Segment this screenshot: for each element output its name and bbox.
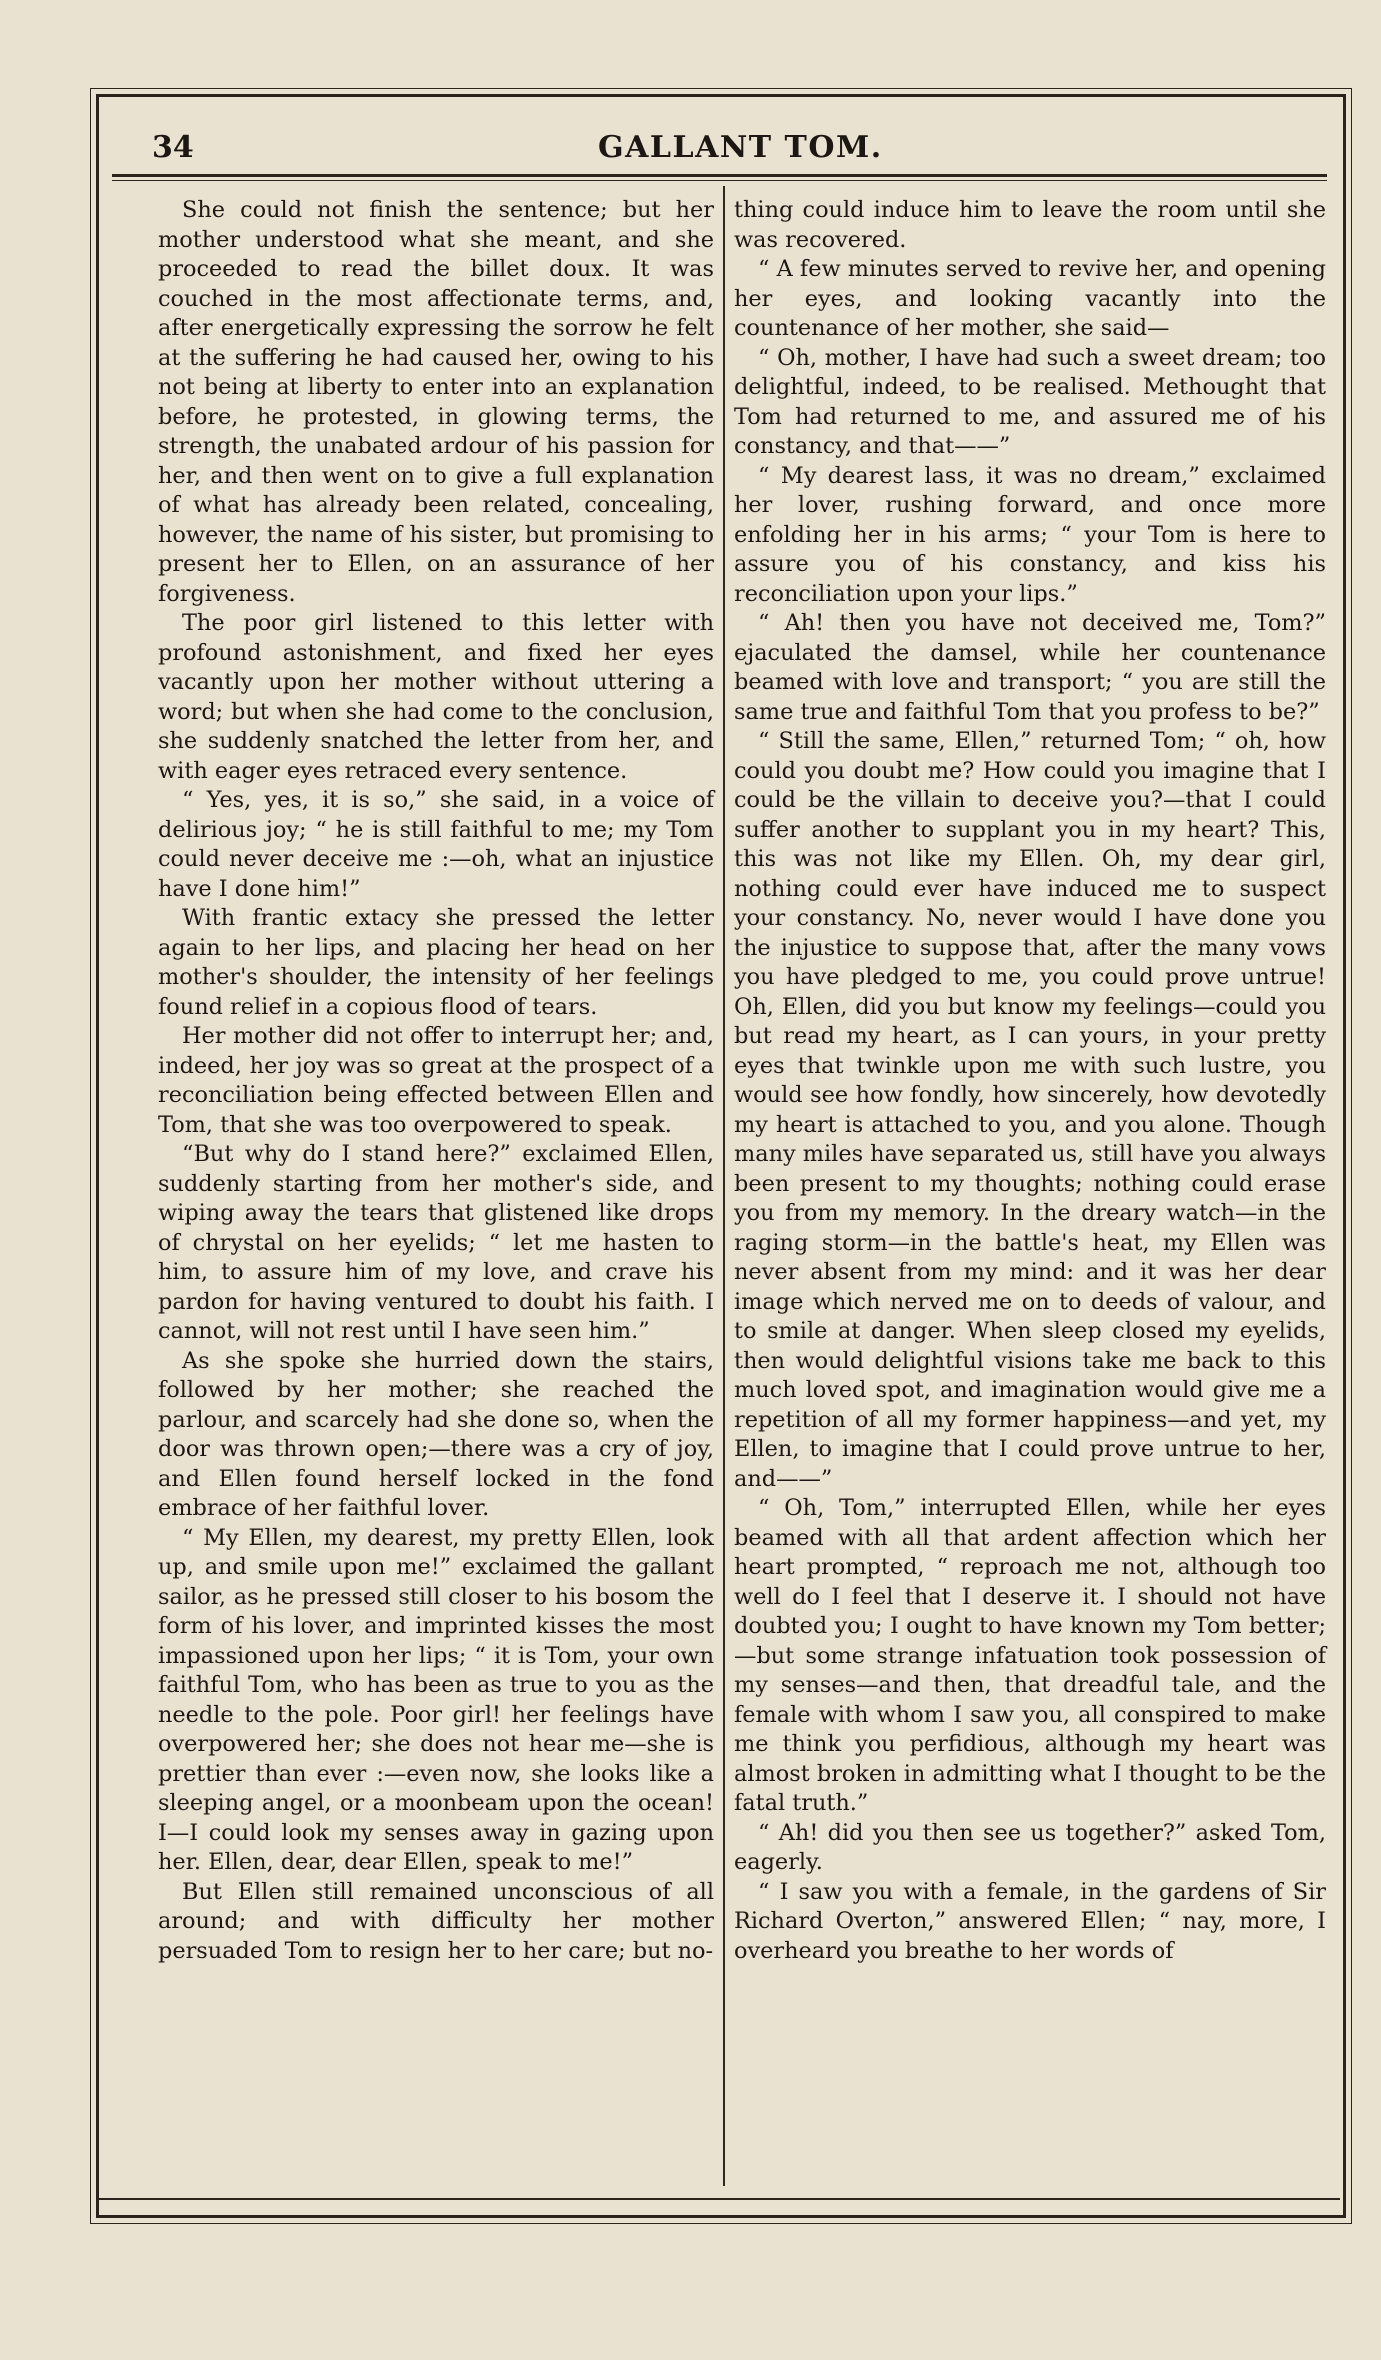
running-title: GALLANT TOM. (598, 130, 883, 165)
paragraph: “ My dearest lass, it was no dream,” exclaimed her lover, rushing forward, and once more enfolding her in his arms; “ your Tom is here to assure you of his constancy, and kiss his reconciliation upon your lips.” (734, 462, 1326, 607)
paragraph: “ My Ellen, my dearest, my pretty Ellen, look up, and smile upon me!” exclaimed the gallant sailor, as he pressed still closer to his bosom the form of his lover, and imprinted kisses the most impassioned upon her lips; “ it is Tom, your own faithful Tom, who has been as true to you as the needle to the pole. Poor girl! her feelings have overpowered her; she does not hear me—she is prettier than ever :—even now, she looks like a sleeping angel, or a moonbeam upon the ocean! I—I could look my senses away in gazing upon her. Ellen, dear, dear Ellen, speak to me!” (158, 1524, 714, 1875)
column-divider (723, 186, 725, 2186)
paragraph: “But why do I stand here?” exclaimed Ellen, suddenly starting from her mother's side, and wiping away the tears that glistened like drops of chrystal on her eyelids; “ let me hasten to him, to assure him of my love, and crave his pardon for having ventured to doubt his faith. I cannot, will not rest until I have seen him.” (158, 1141, 714, 1344)
paragraph: “ I saw you with a female, in the gardens of Sir Richard Overton,” answered Ellen; “ nay, more, I overheard you breathe to her words of (734, 1878, 1326, 1964)
paragraph: “ Ah! then you have not deceived me, Tom?” ejaculated the damsel, while her countenance beamed with love and transport; “ you are still the same true and faithful Tom that you profess to be?” (734, 610, 1326, 725)
paragraph: “ Still the same, Ellen,” returned Tom; “ oh, how could you doubt me? How could you imagine that I could be the villain to deceive you?—that I could suffer another to supplant you in my heart? This, this was not like my Ellen. Oh, my dear girl, nothing could ever have induced me to suspect your constancy. No, never would I have done you the injustice to suppose that, after the many vows you have pledged to me, you could prove untrue! Oh, Ellen, did you but know my feelings—could you but read my heart, as I can yours, in your pretty eyes that twinkle upon me with such lustre, you would see how fondly, how sincerely, how devotedly my heart is attached to you, and you alone. Though many miles have separated us, still have you always been present to my thoughts; nothing could erase you from my memory. In the dreary watch—in the raging storm—in the battle's heat, my Ellen was never absent from my mind: and it was her dear image which nerved me on to deeds of valour, and to smile at danger. When sleep closed my eyelids, then would delightful visions take me back to this much loved spot, and imagination would give me a repetition of all my former happiness—and yet, my Ellen, to imagine that I could prove untrue to her, and——” (734, 728, 1326, 1492)
paragraph: “ Yes, yes, it is so,” she said, in a voice of delirious joy; “ he is still faithful to me; my Tom could never deceive me :—oh, what an injustice have I done him!” (158, 787, 714, 902)
paragraph: “ Ah! did you then see us together?” asked Tom, eagerly. (734, 1819, 1326, 1875)
header-rule (112, 174, 1327, 177)
paragraph: She could not finish the sentence; but her mother understood what she meant, and she proceeded to read the billet doux. It was couched in the most affectionate terms, and, after energetically expressing the sorrow he felt at the suffering he had caused her, owing to his not being at liberty to enter into an explanation before, he protested, in glowing terms, the strength, the unabated ardour of his passion for her, and then went on to give a full explanation of what has already been related, concealing, however, the name of his sister, but promising to present her to Ellen, on an assurance of her forgiveness. (158, 197, 714, 607)
footer-rule (96, 2198, 1340, 2200)
paragraph: But Ellen still remained unconscious of all around; and with difficulty her mother persuaded Tom to resign her to her care; but no- (158, 1878, 714, 1964)
paragraph: “ Oh, Tom,” interrupted Ellen, while her eyes beamed with all that ardent affection which her heart prompted, “ reproach me not, although too well do I feel that I deserve it. I should not have doubted you; I ought to have known my Tom better;—but some strange infatuation took possession of my senses—and then, that dreadful tale, and the female with whom I saw you, all conspired to make me think you perfidious, although my heart was almost broken in admitting what I thought to be the fatal truth.” (734, 1495, 1326, 1816)
paragraph: Her mother did not offer to interrupt her; and, indeed, her joy was so great at the prospect of a reconciliation being effected between Ellen and Tom, that she was too overpowered to speak. (158, 1023, 714, 1138)
header-rule-thin (112, 180, 1327, 181)
paragraph: “ A few minutes served to revive her, and opening her eyes, and looking vacantly into the countenance of her mother, she said— (734, 256, 1326, 341)
paragraph: The poor girl listened to this letter with profound astonishment, and fixed her eyes vacantly upon her mother without uttering a word; but when she had come to the conclusion, she suddenly snatched the letter from her, and with eager eyes retraced every sentence. (158, 610, 714, 784)
paragraph: “ Oh, mother, I have had such a sweet dream; too delightful, indeed, to be realised. Methought that Tom had returned to me, and assured me of his constancy, and that——” (734, 344, 1326, 459)
paragraph: With frantic extacy she pressed the letter again to her lips, and placing her head on her mother's shoulder, the intensity of her feelings found relief in a copious flood of tears. (158, 905, 714, 1020)
paragraph: As she spoke she hurried down the stairs, followed by her mother; she reached the parlour, and scarcely had she done so, when the door was thrown open;—there was a cry of joy, and Ellen found herself locked in the fond embrace of her faithful lover. (158, 1347, 714, 1521)
paragraph: thing could induce him to leave the room until she was recovered. (734, 197, 1326, 253)
right-column (734, 196, 1326, 1966)
running-header (152, 126, 1332, 170)
page-number: 34 (152, 130, 194, 165)
left-column (158, 196, 714, 1966)
